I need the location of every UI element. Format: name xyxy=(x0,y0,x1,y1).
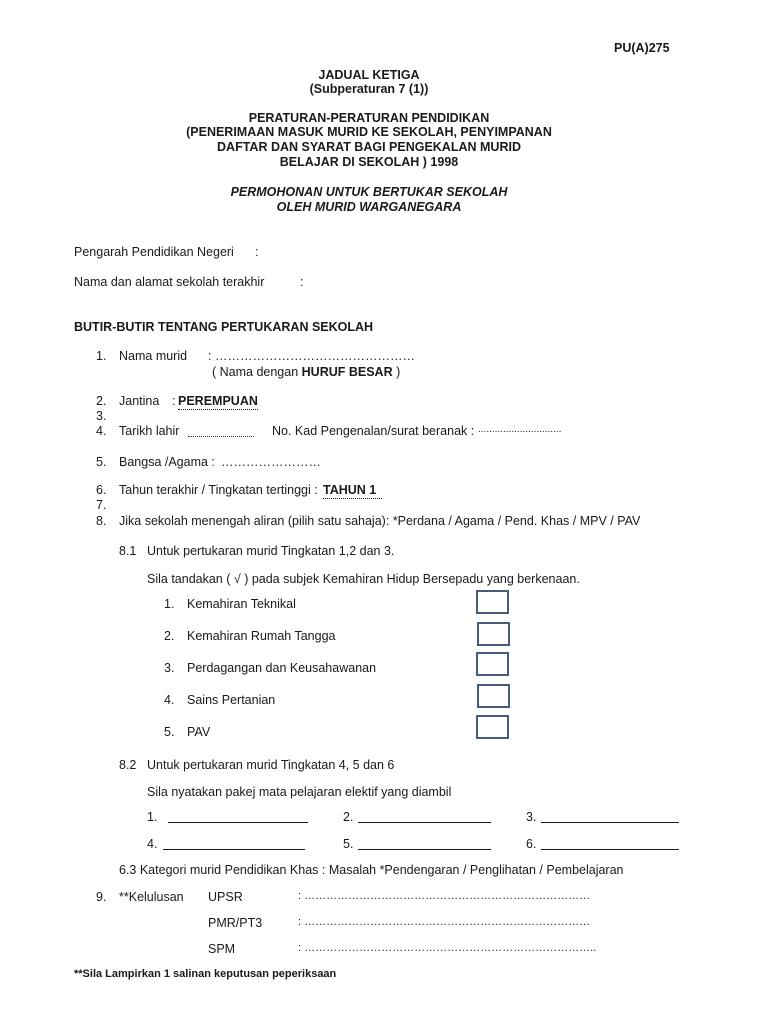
subregulation: (Subperaturan 7 (1)) xyxy=(309,82,429,96)
regulation-line-1: PERATURAN-PERATURAN PENDIDIKAN xyxy=(248,111,490,125)
checkbox-pav[interactable] xyxy=(476,715,509,739)
name-note xyxy=(212,365,400,379)
subject-number: 3. xyxy=(164,661,175,675)
elective-number: 4. xyxy=(147,837,158,851)
subject-number: 5. xyxy=(164,725,175,739)
elective-field-2[interactable] xyxy=(358,811,491,823)
exam-name-pmr-pt3: PMR/PT3 xyxy=(208,916,263,930)
item6-number: 6. xyxy=(96,483,107,497)
item8-number: 8. xyxy=(96,514,107,528)
elective-number: 5. xyxy=(343,837,354,851)
director-colon: : xyxy=(255,245,259,259)
subject-label: Sains Pertanian xyxy=(187,693,276,707)
exam-name-upsr: UPSR xyxy=(208,890,243,904)
subject-number: 2. xyxy=(164,629,175,643)
regulation-line-3: DAFTAR DAN SYARAT BAGI PENGEKALAN MURID xyxy=(217,140,521,154)
form-title-line-2: OLEH MURID WARGANEGARA xyxy=(276,200,462,214)
item5-label: Bangsa /Agama : xyxy=(119,455,215,469)
director-label: Pengarah Pendidikan Negeri xyxy=(74,245,234,259)
section-title: BUTIR-BUTIR TENTANG PERTUKARAN SEKOLAH xyxy=(74,320,374,334)
exam-name-spm: SPM xyxy=(208,942,236,956)
item6-label: Tahun terakhir / Tingkatan tertinggi : xyxy=(119,483,318,497)
item7-number: 7. xyxy=(96,498,107,512)
race-religion-field[interactable]: …………………… xyxy=(221,455,321,469)
regulation-line-2: (PENERIMAAN MASUK MURID KE SEKOLAH, PENYIMPANAN xyxy=(186,125,552,139)
name-note-suffix: ) xyxy=(392,365,401,379)
item5-number: 5. xyxy=(96,455,107,469)
subject-label: PAV xyxy=(187,725,211,739)
name-field[interactable]: : ………………………………………… xyxy=(208,349,415,363)
elective-field-3[interactable] xyxy=(541,811,679,823)
special-education-category: 6.3 Kategori murid Pendidikan Khas : Masalah *Pendengaran / Penglihatan / Pembelajaran xyxy=(119,863,624,877)
name-note-prefix: ( Nama dengan xyxy=(212,365,302,379)
last-year-field[interactable]: TAHUN 1 xyxy=(323,483,382,499)
elective-number: 2. xyxy=(343,810,354,824)
elective-number: 6. xyxy=(526,837,537,851)
sub81-instruction: Sila tandakan ( √ ) pada subjek Kemahiran Hidup Bersepadu yang berkenaan. xyxy=(147,572,580,586)
ic-label: No. Kad Pengenalan/surat beranak : xyxy=(272,424,475,438)
item9-label: **Kelulusan xyxy=(119,890,184,904)
sub82-instruction: Sila nyatakan pakej mata pelajaran elektif yang diambil xyxy=(147,785,452,799)
elective-field-6[interactable] xyxy=(541,838,679,850)
sub81-number: 8.1 xyxy=(119,544,137,558)
checkbox-sains-pertanian[interactable] xyxy=(477,684,510,708)
sub82-title: Untuk pertukaran murid Tingkatan 4, 5 dan 6 xyxy=(147,758,395,772)
item1-number: 1. xyxy=(96,349,107,363)
last-school-colon: : xyxy=(300,275,304,289)
elective-field-4[interactable] xyxy=(163,838,305,850)
reference-code: PU(A)275 xyxy=(614,41,670,55)
name-note-bold: HURUF BESAR xyxy=(301,365,393,379)
subject-number: 1. xyxy=(164,597,175,611)
form-title-line-1: PERMOHONAN UNTUK BERTUKAR SEKOLAH xyxy=(230,185,508,199)
item2-number: 2. xyxy=(96,394,107,408)
checkbox-kemahiran-rumah-tangga[interactable] xyxy=(477,622,510,646)
ic-field[interactable]: .............................. xyxy=(478,424,562,435)
elective-field-1[interactable] xyxy=(168,811,308,823)
item1-label: Nama murid xyxy=(119,349,188,363)
footnote: **Sila Lampirkan 1 salinan keputusan peperiksaan xyxy=(74,968,337,980)
regulation-line-4: BELAJAR DI SEKOLAH ) 1998 xyxy=(279,155,459,169)
elective-field-5[interactable] xyxy=(358,838,491,850)
elective-number: 3. xyxy=(526,810,537,824)
subject-label: Kemahiran Teknikal xyxy=(187,597,296,611)
subject-number: 4. xyxy=(164,693,175,707)
exam-field-pmr-pt3[interactable]: : …………………………………………………………………… xyxy=(298,916,591,928)
checkbox-perdagangan-keusahawanan[interactable] xyxy=(476,652,509,676)
exam-field-spm[interactable]: : …………………………………………………………………….. xyxy=(298,942,597,954)
birthdate-field[interactable] xyxy=(188,425,254,437)
item4-label: Tarikh lahir xyxy=(119,424,180,438)
item4-number: 4. xyxy=(96,424,107,438)
schedule-title: JADUAL KETIGA xyxy=(318,68,420,82)
exam-field-upsr[interactable]: : …………………………………………………………………… xyxy=(298,890,591,902)
gender-field[interactable]: PEREMPUAN xyxy=(178,394,258,408)
item9-number: 9. xyxy=(96,890,107,904)
item8-label: Jika sekolah menengah aliran (pilih satu sahaja): *Perdana / Agama / Pend. Khas / MPV / PAV xyxy=(119,514,641,528)
item2-label: Jantina xyxy=(119,394,160,408)
subject-label: Kemahiran Rumah Tangga xyxy=(187,629,336,643)
last-school-label: Nama dan alamat sekolah terakhir xyxy=(74,275,265,289)
sub81-title: Untuk pertukaran murid Tingkatan 1,2 dan 3. xyxy=(147,544,395,558)
subject-label: Perdagangan dan Keusahawanan xyxy=(187,661,377,675)
elective-number: 1. xyxy=(147,810,158,824)
item3-number: 3. xyxy=(96,409,107,423)
item2-colon: : xyxy=(172,394,176,408)
checkbox-kemahiran-teknikal[interactable] xyxy=(476,590,509,614)
sub82-number: 8.2 xyxy=(119,758,137,772)
